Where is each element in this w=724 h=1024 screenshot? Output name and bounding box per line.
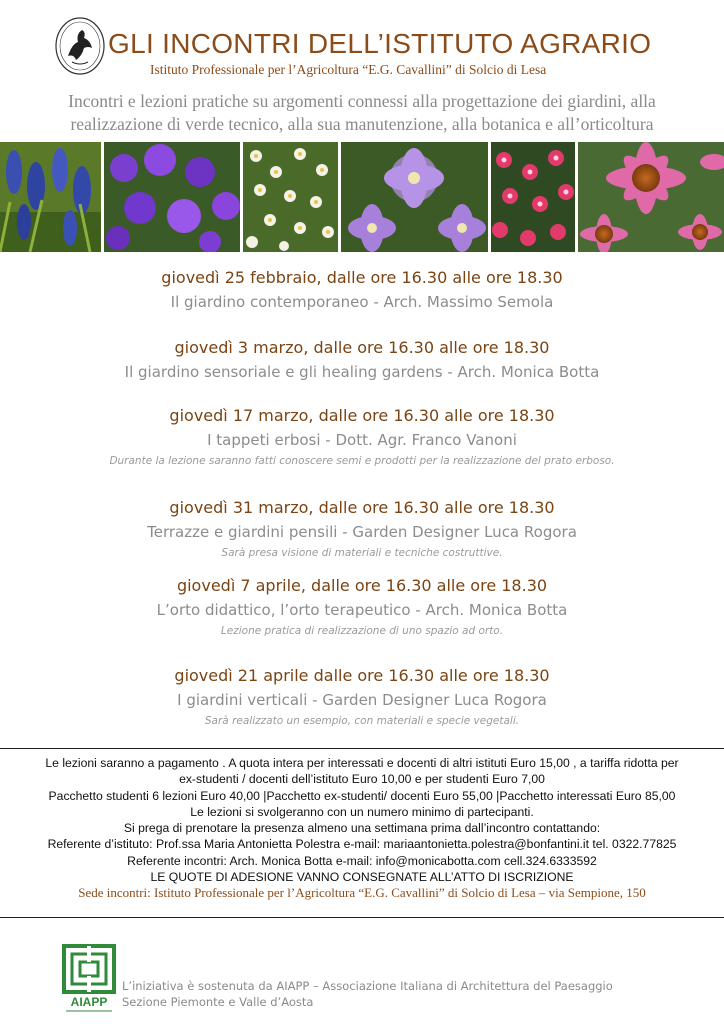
info-line: ex-studenti / docenti dell’istituto Euro 10,00 e per studenti Euro 7,00 (179, 772, 545, 787)
event-date: giovedì 17 marzo, dalle ore 16.30 alle ore 18.30 (169, 406, 555, 425)
info-line: Referente incontri: Arch. Monica Botta e-mail: info@monicabotta.com cell.324.6333592 (127, 853, 597, 868)
event-item (0, 406, 724, 467)
info-line: Le lezioni si svolgeranno con un numero minimo di partecipanti. (190, 804, 534, 819)
event-item (0, 268, 724, 311)
aiapp-logo-icon (60, 944, 118, 1016)
photo-grape-hyacinth (0, 142, 101, 252)
event-note: Lezione pratica di realizzazione di uno spazio ad orto. (220, 625, 504, 637)
event-note: Durante la lezione saranno fatti conoscere semi e prodotti per la realizzazione del prato erboso. (109, 455, 615, 467)
event-topic: I tappeti erbosi - Dott. Agr. Franco Vanoni (207, 431, 517, 449)
event-topic: Terrazze e giardini pensili - Garden Designer Luca Rogora (147, 523, 577, 541)
photo-pink-flowers (491, 142, 575, 252)
institute-seal-icon (54, 16, 106, 76)
event-date: giovedì 31 marzo, dalle ore 16.30 alle ore 18.30 (169, 498, 555, 517)
photo-white-flowers (243, 142, 338, 252)
info-line: Referente d’istituto: Prof.ssa Maria Antonietta Polestra e-mail: mariaantonietta.polestra@bonfantini.it tel. 0322.77825 (47, 837, 677, 852)
photo-echinacea (578, 142, 724, 252)
event-item (0, 338, 724, 381)
page-title: GLI INCONTRI DELL’ISTITUTO AGRARIO (108, 28, 652, 59)
footer-text (122, 978, 613, 1010)
event-date: giovedì 7 aprile, dalle ore 16.30 alle ore 18.30 (176, 576, 548, 595)
event-date: giovedì 3 marzo, dalle ore 16.30 alle ore 18.30 (174, 338, 550, 357)
intro-line-1: Incontri e lezioni pratiche su argomenti connessi alla progettazione dei giardini, alla (68, 91, 656, 111)
event-note: Sarà realizzato un esempio, con materiali e specie vegetali. (204, 715, 520, 727)
venue-line: Sede incontri: Istituto Professionale per l’Agricoltura “E.G. Cavallini” di Solcio di Lesa – via Sempione, 150 (78, 885, 646, 901)
event-topic: L’orto didattico, l’orto terapeutico - Arch. Monica Botta (156, 601, 568, 619)
flower-gallery (0, 142, 724, 252)
header (0, 0, 724, 82)
photo-bellflowers (104, 142, 240, 252)
event-topic: Il giardino contemporaneo - Arch. Massimo Semola (170, 293, 554, 311)
info-line: Pacchetto studenti 6 lezioni Euro 40,00 |Pacchetto ex-studenti/ docenti Euro 55,00 |Pacchetto interessati Euro 85,00 (48, 788, 676, 803)
event-item (0, 666, 724, 727)
info-line: Le lezioni saranno a pagamento . A quota intera per interessati e docenti di altri istituti Euro 15,00 , a tariffa ridotta per (45, 756, 679, 770)
pricing-info-box (0, 748, 724, 918)
event-date: giovedì 21 aprile dalle ore 16.30 alle ore 18.30 (174, 666, 550, 685)
event-item (0, 498, 724, 559)
event-note: Sarà presa visione di materiali e tecniche costruttive. (221, 547, 503, 559)
intro-text (20, 90, 704, 136)
info-line: Si prega di prenotare la presenza almeno una settimana prima dall’incontro contattando: (123, 821, 601, 836)
intro-line-2: realizzazione di verde tecnico, alla sua manutenzione, alla botanica e all’orticoltura (70, 114, 654, 134)
event-date: giovedì 25 febbraio, dalle ore 16.30 alle ore 18.30 (161, 268, 563, 287)
footer-line-2: Sezione Piemonte e Valle d’Aosta (122, 995, 314, 1009)
info-line: LE QUOTE DI ADESIONE VANNO CONSEGNATE ALL’ATTO DI ISCRIZIONE (150, 870, 574, 885)
photo-clematis (341, 142, 488, 252)
event-topic: Il giardino sensoriale e gli healing gardens - Arch. Monica Botta (124, 363, 600, 381)
event-item (0, 576, 724, 637)
page-subtitle: Istituto Professionale per l’Agricoltura “E.G. Cavallini” di Solcio di Lesa (150, 62, 547, 77)
footer-line-1: L’iniziativa è sostenuta da AIAPP – Associazione Italiana di Architettura del Paesaggio (122, 979, 613, 993)
aiapp-logo-text: AIAPP (70, 995, 108, 1009)
event-topic: I giardini verticali - Garden Designer Luca Rogora (177, 691, 547, 709)
